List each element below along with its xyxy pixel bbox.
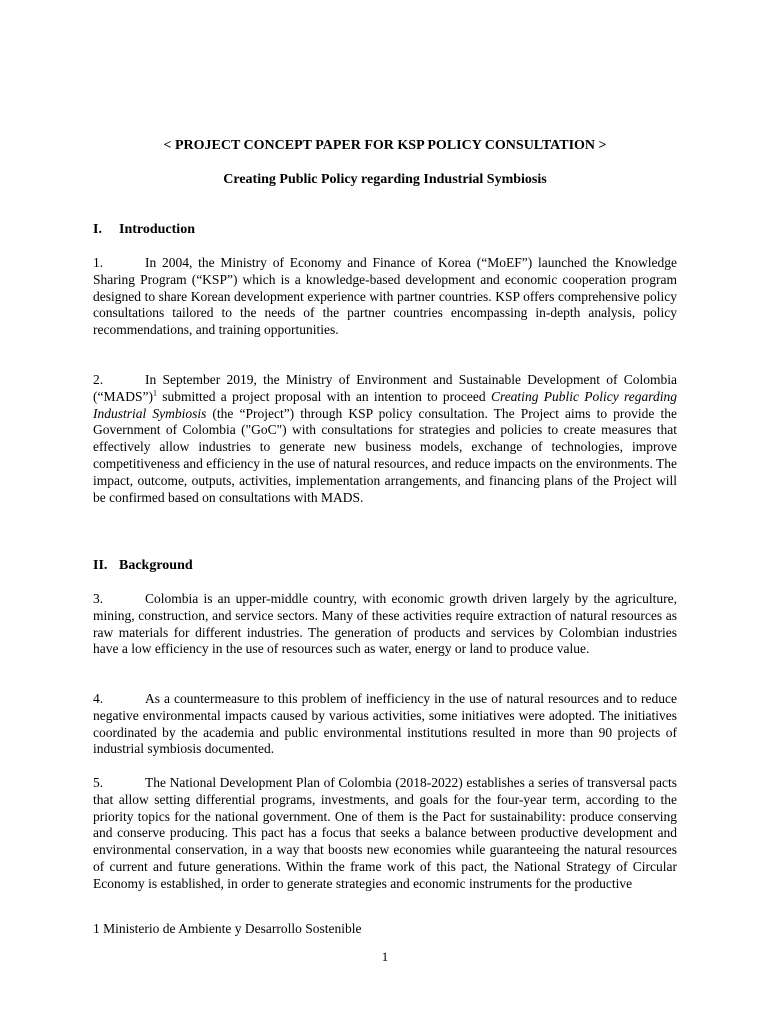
paragraph-text: submitted a project proposal with an intention to proceed [157, 388, 491, 404]
section-number: I. [93, 222, 102, 237]
paragraph-4 [93, 691, 677, 758]
paragraph-text: In 2004, the Ministry of Economy and Finance of Korea (“MoEF”) launched the Knowledge Sharing Program (“KSP”) which is a knowledge-based development and economic cooperation program designed to share Korean development experience with partner countries. KSP offers comprehensive policy consultations tailored to the needs of the partner countries encompassing in-depth analysis, policy recommendations, and training opportunities. [93, 255, 677, 338]
section-heading-background [93, 557, 193, 575]
section-number: II. [93, 558, 108, 573]
paragraph-3 [93, 591, 677, 658]
paragraph-text: Colombia is an upper-middle country, with economic growth driven largely by the agriculture, mining, construction, and service sectors. Many of these activities require extraction of natural resources as raw materials for different industries. The generation of products and services by Colombian industries have a low efficiency in the use of resources such as water, energy or land to produce value. [93, 591, 677, 657]
document-title: < PROJECT CONCEPT PAPER FOR KSP POLICY CONSULTATION > [163, 138, 607, 153]
page-number: 1 [381, 949, 389, 964]
paragraph-number: 1. [93, 255, 104, 270]
paragraph-text: As a countermeasure to this problem of inefficiency in the use of natural resources and to reduce negative environmental impacts caused by various activities, some initiatives were adopted. The initiatives coordinated by the academia and public environmental institutions resulted in more than 90 projects of industrial symbiosis documented. [93, 691, 677, 757]
section-heading-introduction [93, 221, 195, 239]
paragraph-number: 2. [93, 372, 104, 387]
paragraph-text: (the “Project”) through KSP policy consultation. The Project aims to provide the Government of Colombia ("GoC") with consultations for strategies and policies to create measures that effectively allow industries to generate new business models, exchange of technologies, improve competitiveness and efficiency in the use of natural resources, and reduce impacts on the environments. The impact, outcome, outputs, activities, implementation arrangements, and financing plans of the Project will be confirmed based on consultations with MADS. [93, 405, 677, 505]
footnote-reference[interactable]: 1 [153, 388, 157, 398]
section-title: Background [119, 558, 193, 573]
section-title: Introduction [119, 222, 195, 237]
paragraph-text: In September 2019, the Ministry of Environment and Sustainable Development of Colombia (“MADS”) [93, 372, 677, 404]
document-subtitle: Creating Public Policy regarding Industrial Symbiosis [223, 172, 547, 187]
paragraph-5 [93, 775, 677, 893]
footnote: 1 Ministerio de Ambiente y Desarrollo Sostenible [93, 921, 362, 936]
project-title-italic: Creating Public Policy regarding Industrial Symbiosis [93, 388, 677, 421]
paragraph-number: 5. [93, 775, 104, 790]
paragraph-number: 3. [93, 591, 104, 606]
paragraph-number: 4. [93, 691, 104, 706]
paragraph-text: The National Development Plan of Colombia (2018-2022) establishes a series of transversal pacts that allow setting differential programs, investments, and goals for the four-year term, according to the priority topics for the national government. One of them is the Pact for sustainability: produce conserving and conserve producing. This pact has a focus that seeks a balance between productive development and environmental conservation, in a way that boosts new economies while guaranteeing the natural resources of current and future generations. Within the frame work of this pact, the National Strategy of Circular Economy is established, in order to generate strategies and economic instruments for the productive [93, 775, 677, 891]
paragraph-2 [93, 372, 677, 506]
document-page [93, 0, 677, 1024]
paragraph-1 [93, 255, 677, 339]
